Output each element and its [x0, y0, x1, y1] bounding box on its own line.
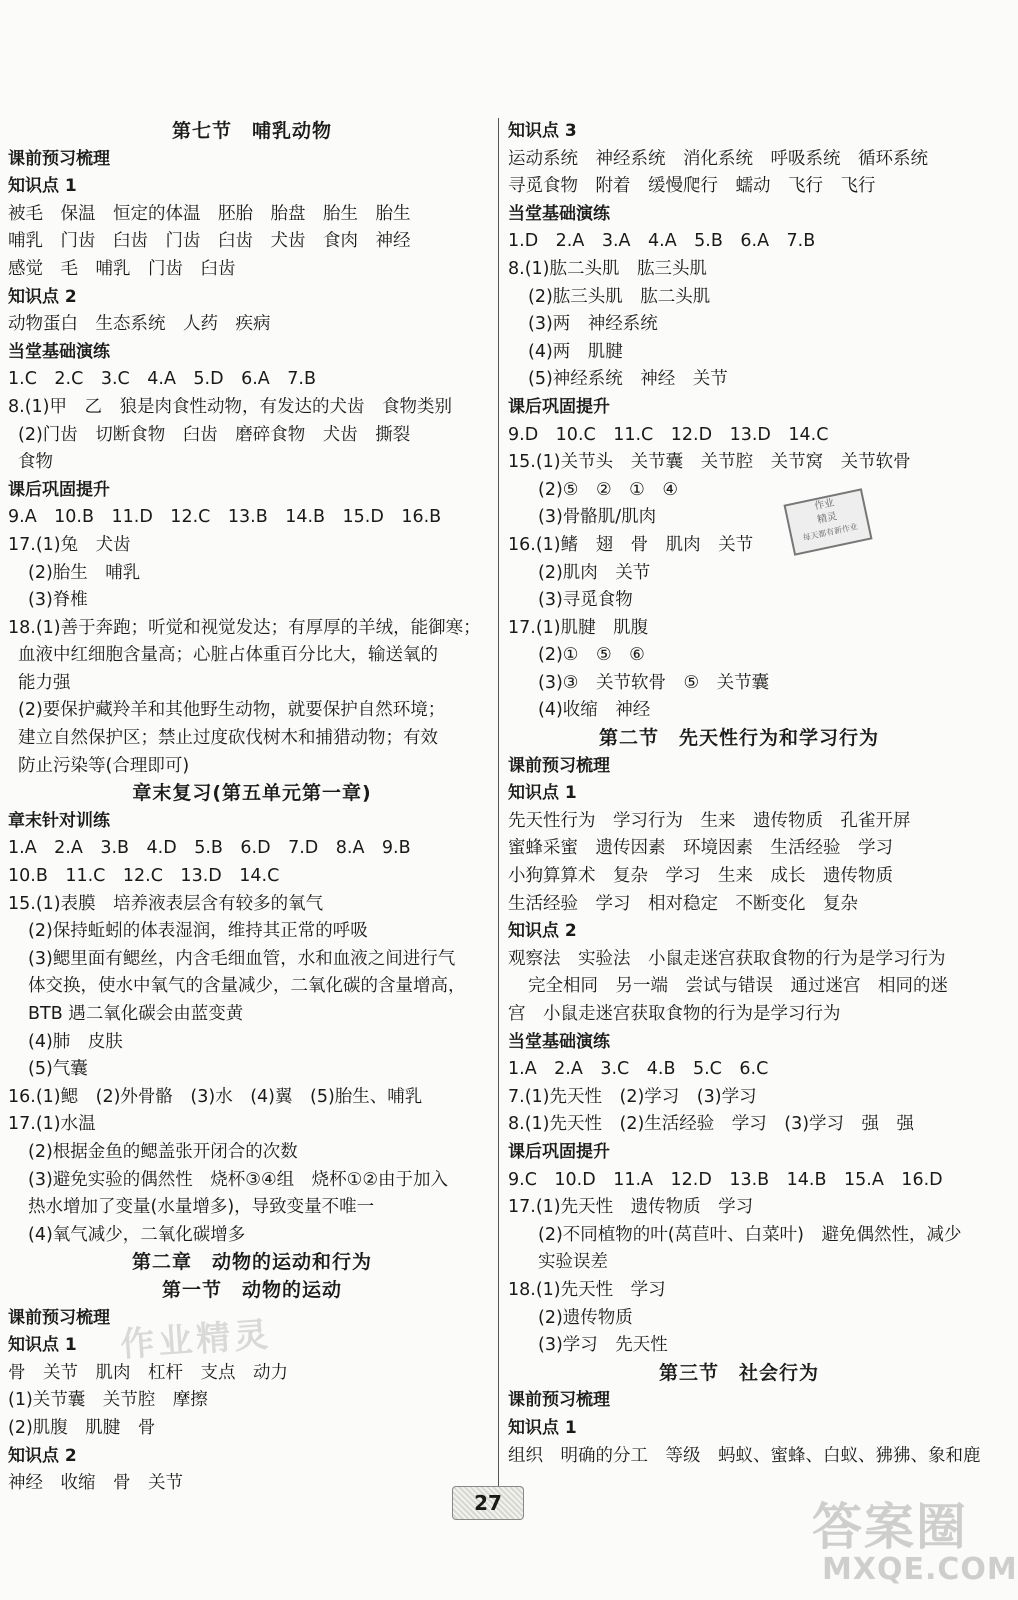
subsection-heading: 课前预习梳理: [508, 755, 610, 776]
answer-line: (1)关节囊 关节腔 摩擦: [8, 1390, 208, 1411]
subsection-heading: 知识点 2: [508, 921, 577, 942]
answer-line: (3)骨骼肌/肌肉: [538, 507, 657, 528]
subsection-heading: 课前预习梳理: [8, 1307, 110, 1328]
subsection-heading: 当堂基础演练: [508, 1031, 610, 1052]
answer-line: (2)⑤ ② ① ④: [538, 479, 679, 500]
answer-line: (4)氧气减少，二氧化碳增多: [28, 1224, 246, 1245]
answer-line: 血液中红细胞含量高；心脏占体重百分比大，输送氧的: [18, 645, 438, 666]
subsection-heading: 课前预习梳理: [508, 1390, 610, 1411]
answer-line: 实验误差: [538, 1252, 608, 1273]
section-title: 章末复习(第五单元第一章): [132, 782, 372, 805]
answer-line: 15.(1)关节头 关节囊 关节腔 关节窝 关节软骨: [508, 452, 911, 473]
answer-line: 1.A 2.A 3.B 4.D 5.B 6.D 7.D 8.A 9.B: [8, 838, 411, 859]
answer-line: (3)脊椎: [28, 590, 88, 611]
column-divider: [498, 118, 499, 1493]
answer-line: 生活经验 学习 相对稳定 不断变化 复杂: [508, 893, 858, 914]
watermark-url: MXQE.COM: [822, 1552, 1018, 1587]
answer-line: (3)避免实验的偶然性 烧杯③④组 烧杯①②由于加入: [28, 1169, 449, 1190]
answer-line: 完全相同 另一端 尝试与错误 通过迷宫 相同的迷: [528, 976, 948, 997]
answer-line: 骨 关节 肌肉 杠杆 支点 动力: [8, 1362, 288, 1383]
subsection-heading: 知识点 2: [8, 1445, 77, 1466]
subsection-heading: 知识点 1: [8, 176, 77, 197]
section-title: 第二节 先天性行为和学习行为: [598, 727, 879, 750]
answer-line: 食物: [18, 452, 53, 473]
answer-line: 建立自然保护区；禁止过度砍伐树木和捕猎动物；有效: [18, 728, 438, 749]
answer-line: 寻觅食物 附着 缓慢爬行 蠕动 飞行 飞行: [508, 176, 876, 197]
subsection-heading: 当堂基础演练: [8, 341, 110, 362]
answer-line: 17.(1)兔 犬齿: [8, 534, 131, 555]
page-number: 27: [452, 1486, 524, 1520]
answer-line: 16.(1)鳃 (2)外骨骼 (3)水 (4)翼 (5)胎生、哺乳: [8, 1086, 423, 1107]
answer-line: 组织 明确的分工 等级 蚂蚁、蜜蜂、白蚁、狒狒、象和鹿: [508, 1445, 981, 1466]
answer-line: 运动系统 神经系统 消化系统 呼吸系统 循环系统: [508, 148, 928, 169]
answer-line: 8.(1)先天性 (2)生活经验 学习 (3)学习 强 强: [508, 1114, 915, 1135]
subsection-heading: 课后巩固提升: [508, 396, 610, 417]
answer-line: 哺乳 门齿 臼齿 门齿 臼齿 犬齿 食肉 神经: [8, 231, 411, 252]
answer-line: 先天性行为 学习行为 生来 遗传物质 孔雀开屏: [508, 810, 911, 831]
answer-line: (2)胎生 哺乳: [28, 562, 141, 583]
subsection-heading: 课后巩固提升: [8, 479, 110, 500]
subsection-heading: 知识点 1: [8, 1335, 77, 1356]
answer-line: 神经 收缩 骨 关节: [8, 1473, 183, 1494]
subsection-heading: 知识点 1: [508, 783, 577, 804]
section-title: 第七节 哺乳动物: [171, 120, 332, 142]
watermark-logo: 答案圈: [812, 1498, 968, 1556]
stamp-line: 作业: [813, 497, 836, 513]
section-title: 第二章 动物的运动和行为: [131, 1251, 372, 1274]
answer-line: 16.(1)鳍 翅 骨 肌肉 关节: [508, 534, 754, 555]
answer-line: (2)肌腹 肌腱 骨: [8, 1417, 156, 1438]
right-column: [508, 118, 981, 1470]
answer-line: BTB 遇二氧化碳会由蓝变黄: [28, 1004, 244, 1024]
answer-line: (5)气囊: [28, 1059, 88, 1080]
subsection-heading: 课后巩固提升: [508, 1141, 610, 1162]
answer-line: 蜜蜂采蜜 遗传因素 环境因素 生活经验 学习: [508, 838, 893, 859]
answer-line: (4)肺 皮肤: [28, 1031, 123, 1052]
subsection-heading: 章末针对训练: [8, 810, 110, 831]
answer-line: (4)两 肌腱: [528, 341, 623, 362]
left-column: [8, 118, 496, 1498]
answer-line: 体交换，使水中氧气的含量减少，二氧化碳的含量增高，: [28, 976, 466, 997]
section-title: 第三节 社会行为: [658, 1361, 819, 1384]
answer-line: 18.(1)善于奔跑；听觉和视觉发达；有厚厚的羊绒，能御寒；: [8, 617, 481, 638]
answer-line: (2)要保护藏羚羊和其他野生动物，就要保护自然环境；: [18, 700, 446, 721]
answer-line: 17.(1)先天性 遗传物质 学习: [508, 1197, 754, 1218]
stamp-line: 精灵: [816, 511, 839, 527]
subsection-heading: 知识点 2: [8, 286, 77, 307]
answer-line: (2)不同植物的叶(莴苣叶、白菜叶) 避免偶然性，减少: [538, 1224, 962, 1245]
answer-line: (2)肱三头肌 肱二头肌: [528, 286, 711, 307]
answer-line: 防止污染等(合理即可): [18, 755, 190, 776]
stamp-line: 每天都有新作业: [801, 522, 859, 543]
subsection-heading: 课前预习梳理: [8, 148, 110, 169]
subsection-heading: 当堂基础演练: [508, 203, 610, 224]
answer-line: (5)神经系统 神经 关节: [528, 369, 728, 390]
answer-line: 9.C 10.D 11.A 12.D 13.B 14.B 15.A 16.D: [508, 1169, 943, 1190]
answer-line: 被毛 保温 恒定的体温 胚胎 胎盘 胎生 胎生: [8, 203, 411, 224]
answer-line: (2)遗传物质: [538, 1307, 633, 1328]
answer-line: (3)鳃里面有鳃丝，内含毛细血管，水和血液之间进行气: [28, 948, 456, 969]
answer-line: (2)肌肉 关节: [538, 562, 651, 583]
answer-line: 18.(1)先天性 学习: [508, 1279, 666, 1300]
answer-line: 17.(1)肌腱 肌腹: [508, 617, 649, 638]
answer-line: (2)根据金鱼的鳃盖张开闭合的次数: [28, 1141, 298, 1162]
answer-line: (3)两 神经系统: [528, 314, 658, 335]
answer-line: 15.(1)表膜 培养液表层含有较多的氧气: [8, 893, 324, 914]
answer-line: (2)保持蚯蚓的体表湿润，维持其正常的呼吸: [28, 921, 368, 942]
subsection-heading: 知识点 3: [508, 121, 577, 141]
answer-line: (3)学习 先天性: [538, 1335, 668, 1356]
answer-line: (4)收缩 神经: [538, 700, 651, 721]
answer-line: 8.(1)肱二头肌 肱三头肌: [508, 258, 707, 279]
answer-line: 10.B 11.C 12.C 13.D 14.C: [8, 866, 280, 887]
answer-line: 观察法 实验法 小鼠走迷宫获取食物的行为是学习行为: [508, 948, 946, 969]
answer-line: (2)门齿 切断食物 臼齿 磨碎食物 犬齿 撕裂: [18, 424, 411, 445]
answer-line: (3)寻觅食物: [538, 590, 633, 611]
answer-line: 热水增加了变量(水量增多)，导致变量不唯一: [28, 1197, 375, 1218]
answer-line: 9.A 10.B 11.D 12.C 13.B 14.B 15.D 16.B: [8, 507, 442, 528]
answer-line: 17.(1)水温: [8, 1114, 96, 1135]
answer-line: 1.D 2.A 3.A 4.A 5.B 6.A 7.B: [508, 231, 816, 252]
section-title: 第一节 动物的运动: [161, 1278, 342, 1301]
answer-line: 动物蛋白 生态系统 人药 疾病: [8, 314, 271, 335]
answer-line: 小狗算算术 复杂 学习 生来 成长 遗传物质: [508, 866, 893, 887]
answer-line: 1.A 2.A 3.C 4.B 5.C 6.C: [508, 1059, 769, 1080]
answer-line: 1.C 2.C 3.C 4.A 5.D 6.A 7.B: [8, 369, 316, 390]
answer-line: 9.D 10.C 11.C 12.D 13.D 14.C: [508, 424, 829, 445]
answer-line: 7.(1)先天性 (2)学习 (3)学习: [508, 1086, 757, 1107]
answer-line: 8.(1)甲 乙 狼是肉食性动物，有发达的犬齿 食物类别: [8, 396, 452, 417]
answer-line: 宫 小鼠走迷宫获取食物的行为是学习行为: [508, 1004, 841, 1024]
answer-line: (3)③ 关节软骨 ⑤ 关节囊: [538, 672, 770, 693]
answer-line: 能力强: [18, 672, 71, 693]
answer-line: (2)① ⑤ ⑥: [538, 645, 645, 666]
answer-line: 感觉 毛 哺乳 门齿 臼齿: [8, 258, 236, 279]
watermark-small: 作业精灵: [119, 1314, 274, 1366]
subsection-heading: 知识点 1: [508, 1417, 577, 1438]
